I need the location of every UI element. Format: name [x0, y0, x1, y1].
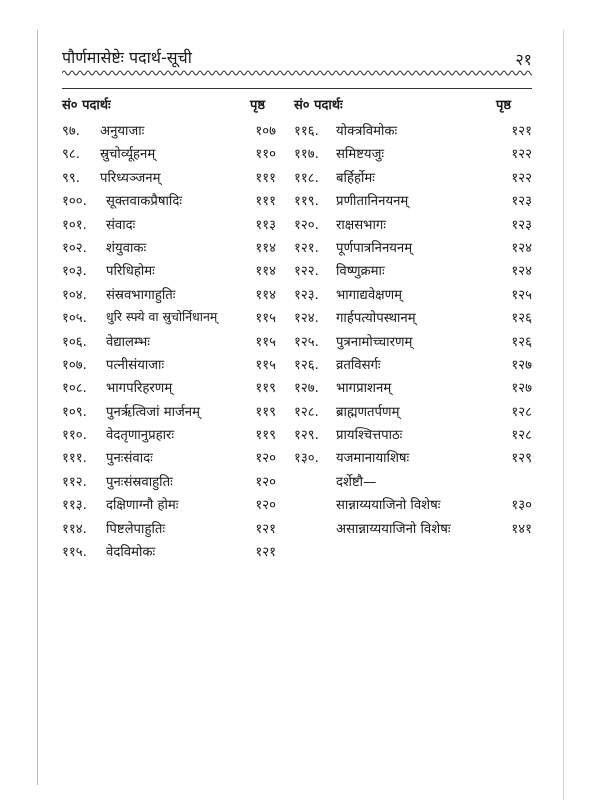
entry-name: संवादः	[106, 217, 136, 233]
entry-page: ११५	[255, 357, 276, 373]
serial-header: सं०	[62, 98, 78, 113]
left-page-edge	[37, 30, 38, 785]
entry-name: बर्हिर्होमः	[336, 170, 375, 186]
entry-page: ११९	[255, 381, 276, 397]
entry-number: १०८.	[62, 381, 87, 397]
list-item	[294, 168, 532, 191]
entry-number: ११६.	[294, 124, 319, 139]
entry-page: १२८	[511, 404, 532, 420]
entry-name: पिष्टलेपाहुतिः	[106, 521, 166, 537]
entry-number: १०५.	[62, 311, 87, 327]
entry-name: पुनःसंस्रवाहुतिः	[106, 474, 173, 490]
entry-name: संस्रवभागाहुतिः	[106, 287, 176, 303]
list-item	[294, 238, 532, 261]
entry-name: ब्राह्मणतर्पणम्	[336, 404, 400, 420]
entry-number: १०२.	[62, 240, 87, 256]
entry-number: ११३.	[62, 498, 87, 514]
darshesti-heading: दर्शेष्टौ—	[336, 474, 377, 490]
entry-number: १२५.	[294, 334, 319, 350]
entry-page: १२६	[511, 311, 532, 327]
entry-page: १२२	[511, 170, 532, 186]
entry-page: १३०	[511, 498, 532, 514]
entry-name: सान्नाय्ययाजिनो विशेषः	[336, 498, 441, 514]
entry-name: भागप्राशनम्	[336, 381, 392, 397]
list-item	[294, 448, 532, 471]
entry-page: १२७	[511, 381, 532, 397]
list-item	[62, 308, 276, 331]
list-item	[62, 425, 276, 448]
entry-name: पूर्णपात्रनिनयनम्	[336, 240, 413, 256]
entry-number: १२०.	[294, 217, 319, 233]
list-item	[62, 355, 276, 378]
entry-name: पत्नीसंयाजाः	[106, 357, 165, 373]
entry-page: १२७	[511, 357, 532, 373]
entry-name: पुनःसंवादः	[106, 451, 153, 467]
entry-number: १०७.	[62, 357, 87, 373]
entry-name: गार्हपत्योपस्थानम्	[336, 311, 416, 327]
right-page-edge	[563, 30, 564, 800]
list-item	[294, 402, 532, 425]
entry-name: भागाद्यवेक्षणम्	[336, 287, 403, 303]
entry-page: १११	[255, 194, 276, 210]
entry-name: योक्त्रविमोकः	[336, 124, 398, 139]
entry-number: ९७.	[62, 124, 80, 139]
list-item	[294, 308, 532, 331]
list-item	[62, 378, 276, 401]
entry-number: ११०.	[62, 428, 87, 444]
entry-page: १२५	[511, 287, 532, 303]
darshesti-heading-row	[294, 472, 532, 495]
entry-page: १२९	[511, 451, 532, 467]
entry-page: ११४	[255, 287, 276, 303]
entry-number: १०४.	[62, 287, 87, 303]
entry-number: १२८.	[294, 404, 319, 420]
entry-number: १११.	[62, 451, 87, 467]
entry-number: ११५.	[62, 545, 87, 561]
entry-number: ११२.	[62, 474, 87, 490]
entry-name: व्रतविसर्गः	[336, 357, 381, 373]
list-item	[62, 495, 276, 518]
list-item	[294, 425, 532, 448]
list-item	[294, 495, 532, 518]
entry-page: ११९	[255, 404, 276, 420]
entry-number: १२७.	[294, 381, 319, 397]
right-entry-list	[294, 121, 532, 542]
entry-name: परिधिहोमः	[106, 264, 155, 280]
entry-number: १२४.	[294, 311, 319, 327]
entry-name: असान्नाय्ययाजिनो विशेषः	[336, 521, 451, 537]
wavy-divider	[62, 68, 532, 78]
entry-page: १२०	[255, 451, 276, 467]
right-column-header	[294, 95, 343, 113]
entry-name: स्रुचोर्व्यूहनम्	[100, 147, 156, 163]
entry-name: अनुयाजाः	[100, 124, 145, 139]
entry-number: ११७.	[294, 147, 319, 163]
list-item	[62, 472, 276, 495]
entry-number: १२१.	[294, 240, 319, 256]
list-item	[62, 191, 276, 214]
entry-page: ११४	[255, 240, 276, 256]
entry-number: १२३.	[294, 287, 319, 303]
list-item	[62, 519, 276, 542]
entry-page: १२१	[255, 521, 276, 537]
entry-number: ९८.	[62, 147, 80, 163]
entry-page: १२२	[511, 147, 532, 163]
entry-name: समिष्टयजुः	[336, 147, 385, 163]
entry-page: १२०	[255, 498, 276, 514]
entry-page: १०७	[255, 124, 276, 139]
list-item	[294, 332, 532, 355]
entry-page: १२१	[255, 545, 276, 561]
entry-number: १२६.	[294, 357, 319, 373]
list-item	[62, 261, 276, 284]
entry-number: १०३.	[62, 264, 87, 280]
entry-name: पुनर्ऋत्विजां मार्जनम्	[106, 404, 200, 420]
page-header	[62, 44, 532, 74]
entry-name: परिध्यञ्जनम्	[100, 170, 161, 186]
entry-page: ११३	[255, 217, 276, 233]
entry-name: भागपरिहरणम्	[106, 381, 173, 397]
entry-number: १२२.	[294, 264, 319, 280]
list-item	[294, 355, 532, 378]
entry-name: वेदविमोकः	[106, 545, 156, 561]
entry-page: १२४	[511, 240, 532, 256]
left-page-header: पृष्ठ	[250, 98, 266, 113]
entry-number: १२९.	[294, 428, 319, 444]
entry-page: ११५	[255, 311, 276, 327]
list-item	[62, 285, 276, 308]
entry-number: ११८.	[294, 170, 319, 186]
entry-page: ११४	[255, 264, 276, 280]
list-item	[294, 144, 532, 167]
entry-page: १२४	[511, 264, 532, 280]
entry-page: १११	[255, 170, 276, 186]
entry-name: वेदतृणानुप्रहारः	[106, 428, 175, 444]
left-entry-list	[62, 121, 276, 565]
list-item	[62, 144, 276, 167]
list-item	[294, 191, 532, 214]
list-item	[294, 121, 532, 144]
entry-page: १४१	[511, 521, 532, 537]
list-item	[62, 121, 276, 144]
entry-page: ११५	[255, 334, 276, 350]
entry-number: ९९.	[62, 170, 80, 186]
entry-name: राक्षसभागः	[336, 217, 386, 233]
page-title: पौर्णमासेष्टेः पदार्थ-सूची	[62, 48, 192, 67]
entry-name: विष्णुक्रमाः	[336, 264, 385, 280]
entry-name: दक्षिणाग्नौ होमः	[106, 498, 179, 514]
list-item	[294, 378, 532, 401]
item-header: पदार्थः	[82, 98, 111, 113]
header-rule	[62, 88, 532, 89]
entry-number: १३०.	[294, 451, 319, 467]
entry-page: १२६	[511, 334, 532, 350]
page-number: २१	[515, 50, 532, 69]
entry-number: ११९.	[294, 194, 319, 210]
list-item	[294, 285, 532, 308]
entry-number: १०१.	[62, 217, 87, 233]
list-item	[62, 215, 276, 238]
serial-header: सं०	[294, 98, 310, 113]
item-header: पदार्थः	[314, 98, 343, 113]
entry-name: वेद्यालम्भः	[106, 334, 150, 350]
list-item	[62, 402, 276, 425]
left-column-header	[62, 95, 111, 113]
entry-name: धुरि स्फ्ये वा स्रुचोर्निधानम्	[106, 309, 218, 325]
entry-number: १००.	[62, 194, 87, 210]
entry-page: १२१	[511, 124, 532, 139]
entry-name: प्रायश्चित्तपाठः	[336, 428, 403, 444]
entry-name: प्रणीतानिनयनम्	[336, 194, 409, 210]
entry-page: ११०	[255, 147, 276, 163]
entry-page: १२३	[511, 194, 532, 210]
entry-page: १२३	[511, 217, 532, 233]
entry-number: ११४.	[62, 521, 87, 537]
entry-name: पुत्रनामोच्चारणम्	[336, 334, 413, 350]
list-item	[62, 332, 276, 355]
entry-name: सूक्तवाकप्रैषादिः	[106, 194, 182, 210]
entry-page: ११९	[255, 428, 276, 444]
list-item	[62, 448, 276, 471]
list-item	[294, 215, 532, 238]
list-item	[294, 519, 532, 542]
entry-name: शंयुवाकः	[106, 240, 147, 256]
list-item	[294, 261, 532, 284]
entry-number: १०९.	[62, 404, 87, 420]
right-page-header: पृष्ठ	[496, 98, 512, 113]
list-item	[62, 238, 276, 261]
entry-page: १२८	[511, 428, 532, 444]
list-item	[62, 168, 276, 191]
list-item	[62, 542, 276, 565]
entry-name: यजमानायाशिषः	[336, 451, 410, 467]
entry-number: १०६.	[62, 334, 87, 350]
entry-page: १२०	[255, 474, 276, 490]
